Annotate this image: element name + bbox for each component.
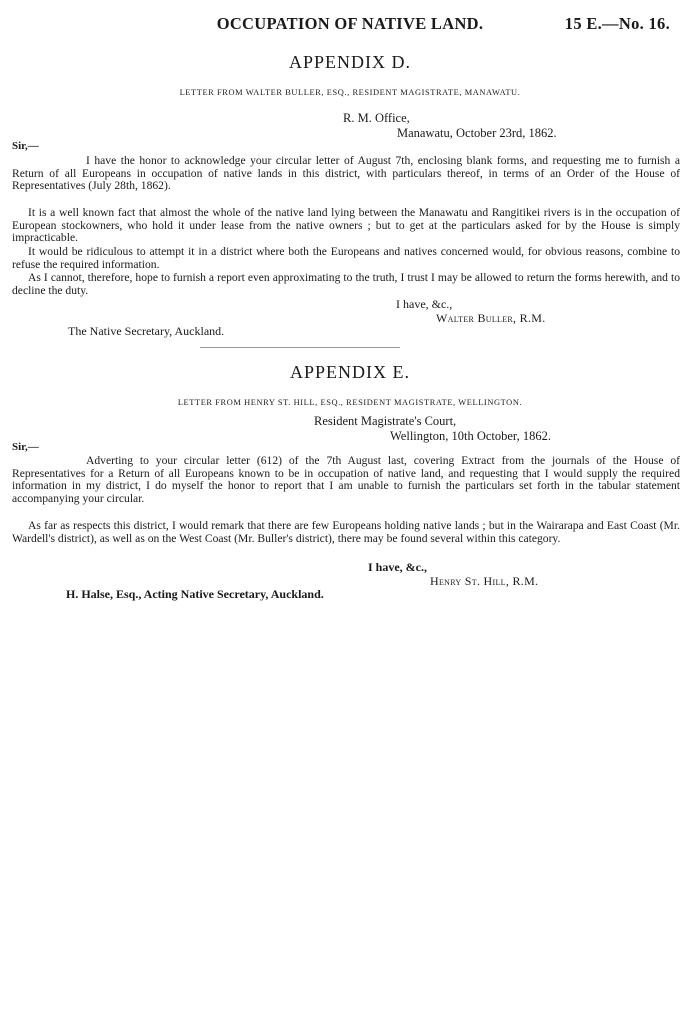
appendix-e-addressee: H. Halse, Esq., Acting Native Secretary, Auckland. [66, 587, 324, 601]
dateline-court: Resident Magistrate's Court, [314, 414, 457, 428]
appendix-d-paragraph-3: It would be ridiculous to attempt it in a district where both the Europeans and natives concerned would, for obvious reasons, combine to refuse the required information. [12, 245, 680, 271]
appendix-e-paragraph-2: As far as respects this district, I would remark that there are few Europeans holding native lands ; but in the Wairarapa and East Coast (Mr. Wardell's district), as well as on the West Coast (Mr. Buller's district), there may be found several within this category. [12, 519, 680, 545]
appendix-d-salutation: Sir,— [12, 140, 39, 152]
appendix-d-dateline [343, 111, 557, 141]
section-divider [200, 347, 400, 348]
dateline-place-date: Manawatu, October 23rd, 1862. [397, 126, 557, 140]
appendix-e-letter-head: LETTER FROM HENRY ST. HILL, ESQ., RESIDENT MAGISTRATE, WELLINGTON. [177, 398, 523, 407]
running-head [0, 14, 700, 38]
appendix-d-paragraph-2: It is a well known fact that almost the whole of the native land lying between the Manawatu and Rangitikei rivers is in the occupation of European stockowners, who hold it under lease from the native owners ; but to get at the particulars asked for by the House is simply impracticable. [12, 206, 680, 245]
appendix-d-paragraph-4: As I cannot, therefore, hope to furnish a report even approximating to the truth, I trust I may be allowed to return the forms herewith, and to decline the duty. [12, 271, 680, 297]
dateline-office: R. M. Office, [343, 111, 410, 125]
appendix-d-title: APPENDIX D. [288, 52, 411, 72]
appendix-e-paragraph-1: Adverting to your circular letter (612) of the 7th August last, covering Extract from the journals of the House of Representatives for a Return of all Europeans known to be in occupation of native land, and requesting that I would supply the required information in my district, I do myself the honor to report that I am unable to furnish the particulars set forth in the tabular statement accompanying your circular. [12, 454, 680, 505]
appendix-e-salutation: Sir,— [12, 441, 39, 453]
appendix-d-letter-head: LETTER FROM WALTER BULLER, ESQ., RESIDENT MAGISTRATE, MANAWATU. [179, 88, 521, 97]
page-reference: 15 E.—No. 16. [564, 14, 670, 33]
appendix-e-title: APPENDIX E. [289, 362, 410, 382]
dateline-place-date: Wellington, 10th October, 1862. [390, 429, 551, 443]
appendix-e-signoff: I have, &c., [368, 560, 427, 574]
appendix-d-paragraph-1: I have the honor to acknowledge your circular letter of August 7th, enclosing blank forms, and requesting me to furnish a Return of all Europeans in occupation of native lands in this district, with particulars thereof, in terms of an Order of the House of Representatives (July 28th, 1862). [12, 154, 680, 193]
running-title: OCCUPATION OF NATIVE LAND. [216, 14, 484, 33]
appendix-e-signature: Henry St. Hill, R.M. [430, 574, 539, 588]
appendix-d-signoff: I have, &c., [396, 297, 453, 311]
appendix-d-signature: Walter Buller, R.M. [436, 311, 546, 325]
appendix-e-dateline [314, 414, 551, 444]
appendix-d-addressee: The Native Secretary, Auckland. [68, 324, 225, 338]
